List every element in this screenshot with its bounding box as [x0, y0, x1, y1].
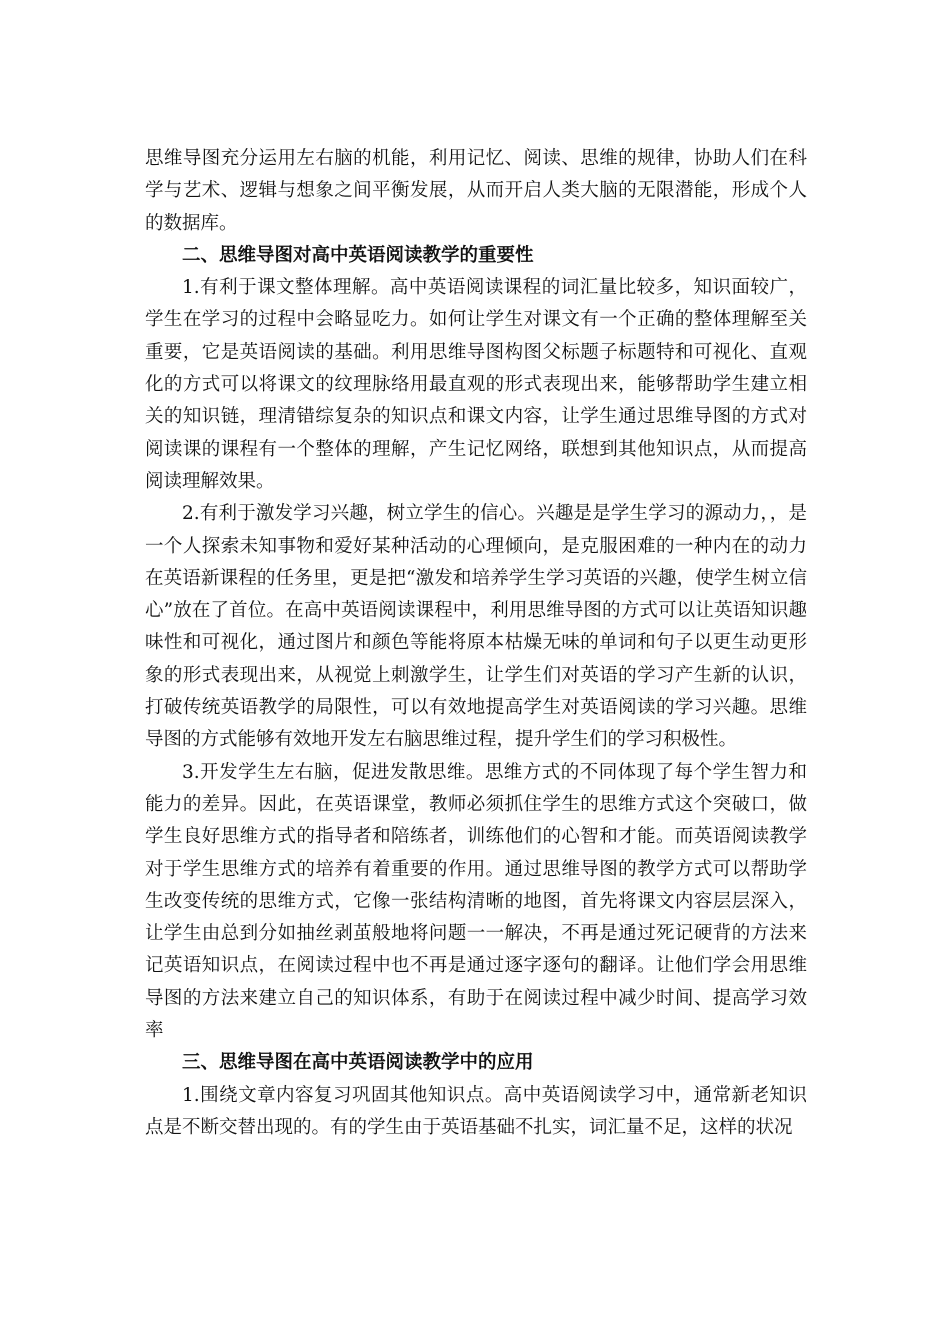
paragraph-application-1: 1.围绕文章内容复习巩固其他知识点。高中英语阅读学习中，通常新老知识点是不断交替出现的。有的学生由于英语基础不扎实，词汇量不足，这样的状况	[145, 1084, 807, 1138]
paragraph-point-2: 2.有利于激发学习兴趣，树立学生的信心。兴趣是是学生学习的源动力，，是一个人探索未知事物和爱好某种活动的心理倾向，是克服困难的一种内在的动力在英语新课程的任务里，更是把“激发和培养学生学习英语的兴趣，使学生树立信心”放在了首位。在高中英语阅读课程中，利用思维导图的方式可以让英语知识趣味性和可视化，通过图片和颜色等能将原本枯燥无味的单词和句子以更生动更形象的形式表现出来，从视觉上刺激学生，让学生们对英语的学习产生新的认识，打破传统英语教学的局限性，可以有效地提高学生对英语阅读的学习兴趣。思维导图的方式能够有效地开发左右脑思维过程，提升学生们的学习积极性。	[145, 503, 807, 751]
paragraph-intro-continuation: 思维导图充分运用左右脑的机能，利用记忆、阅读、思维的规律，协助人们在科学与艺术、逻辑与想象之间平衡发展，从而开启人类大脑的无限潜能，形成个人的数据库。	[145, 148, 807, 234]
paragraph-point-1: 1.有利于课文整体理解。高中英语阅读课程的词汇量比较多，知识面较广，学生在学习的过程中会略显吃力。如何让学生对课文有一个正确的整体理解至关重要，它是英语阅读的基础。利用思维导图构图父标题子标题特和可视化、直观化的方式可以将课文的纹理脉络用最直观的形式表现出来，能够帮助学生建立相关的知识链，理清错综复杂的知识点和课文内容，让学生通过思维导图的方式对阅读课的课程有一个整体的理解，产生记忆网络，联想到其他知识点，从而提高阅读理解效果。	[145, 277, 807, 492]
paragraph-point-3: 3.开发学生左右脑，促进发散思维。思维方式的不同体现了每个学生智力和能力的差异。因此，在英语课堂，教师必须抓住学生的思维方式这个突破口，做学生良好思维方式的指导者和陪练者，训练他们的心智和才能。而英语阅读教学对于学生思维方式的培养有着重要的作用。通过思维导图的教学方式可以帮助学生改变传统的思维方式，它像一张结构清晰的地图，首先将课文内容层层深入，让学生由总到分如抽丝剥茧般地将问题一一解决，不再是通过死记硬背的方法来记英语知识点，在阅读过程中也不再是通过逐字逐句的翻译。让他们学会用思维导图的方法来建立自己的知识体系，有助于在阅读过程中减少时间、提高学习效率	[145, 761, 807, 1042]
section-heading-importance: 二、思维导图对高中英语阅读教学的重要性	[182, 244, 534, 266]
section-heading-application: 三、思维导图在高中英语阅读教学中的应用	[182, 1052, 534, 1074]
document-body	[145, 143, 807, 1144]
